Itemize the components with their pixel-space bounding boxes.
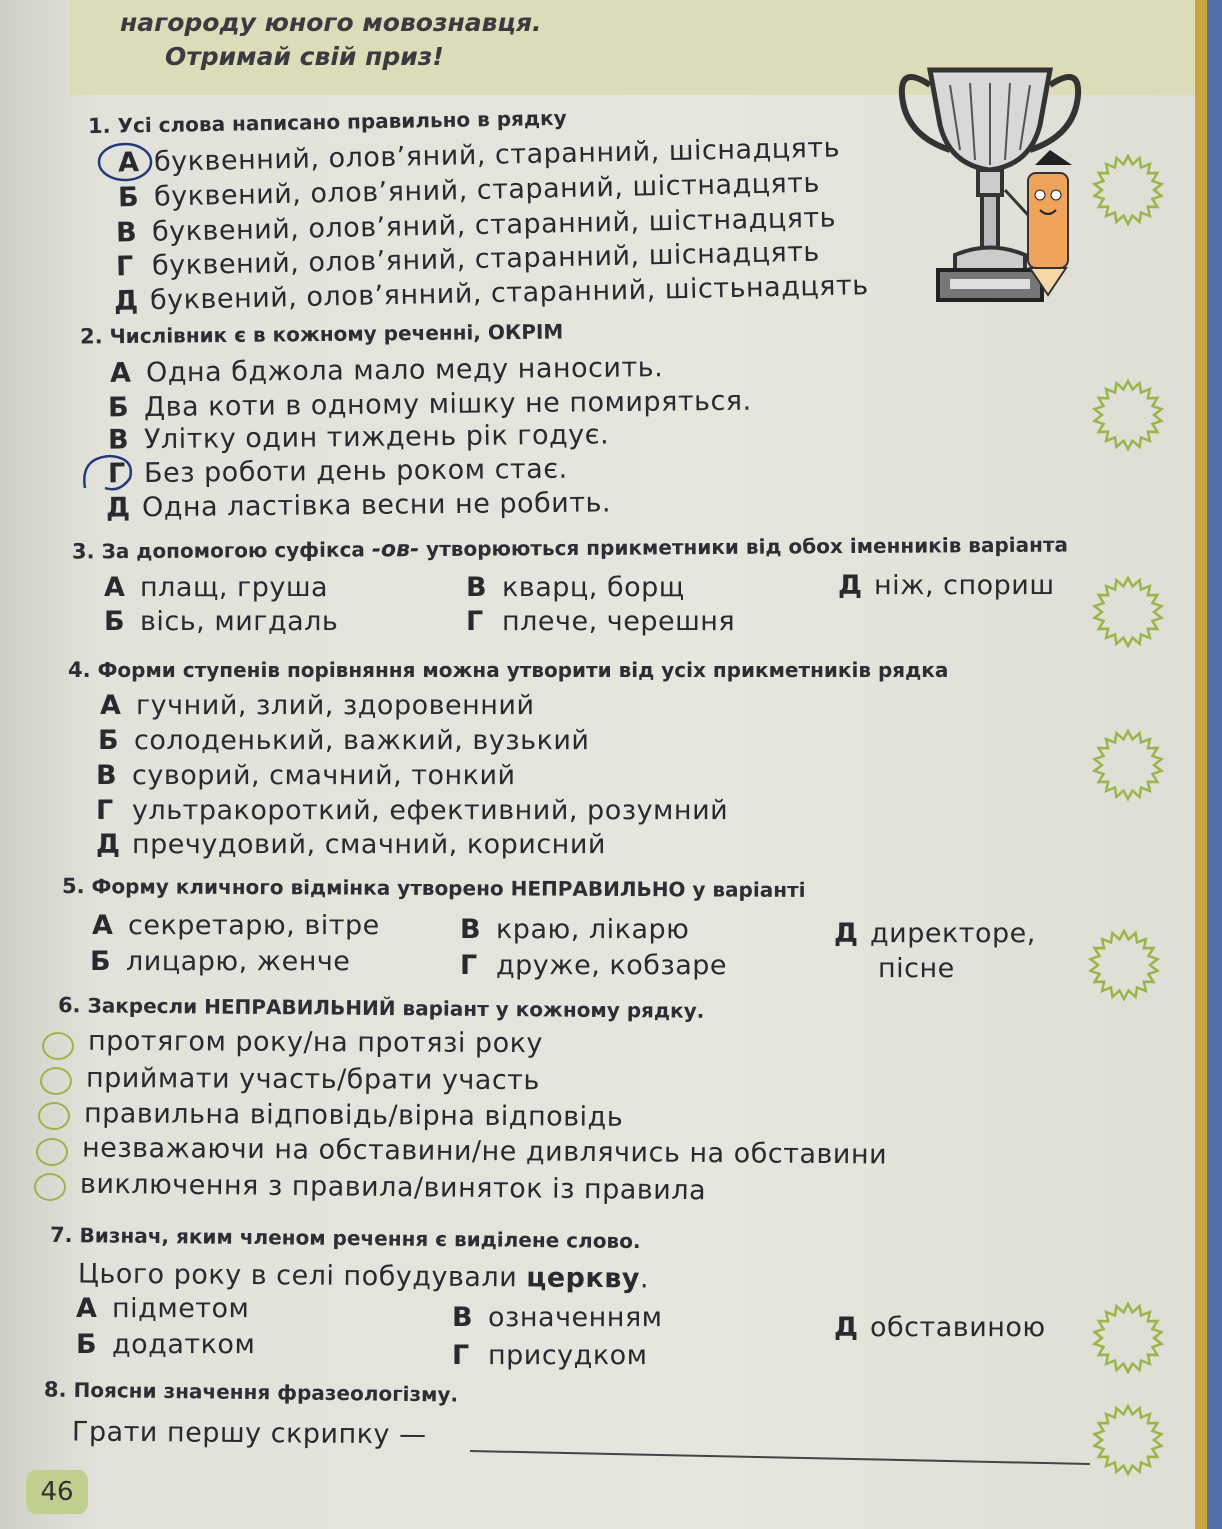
q1-option-a[interactable]: А буквенний, олов’яний, старанний, шіснадцять: [117, 132, 841, 179]
q5-option-c[interactable]: В краю, лікарю: [460, 914, 690, 945]
q7-option-c[interactable]: В означенням: [452, 1302, 663, 1333]
q7-option-d[interactable]: Г присудком: [452, 1340, 648, 1371]
star-badge-icon: [1092, 1400, 1164, 1480]
q5-option-e-continued: пісне: [878, 953, 955, 984]
question-5-prompt: 5. Форму кличного відмінка утворено НЕПРАВИЛЬНО у варіанті: [61, 874, 806, 902]
question-2-prompt: 2. Числівник є в кожному реченні, ОКРІМ: [79, 319, 564, 349]
q2-option-d[interactable]: Г Без роботи день роком стає.: [107, 453, 568, 490]
trophy-icon: [890, 55, 1090, 315]
q7-option-b[interactable]: Б додатком: [76, 1329, 256, 1360]
page-number: 46: [26, 1470, 88, 1514]
checkbox-circle[interactable]: [42, 1032, 74, 1060]
q2-option-e[interactable]: Д Одна ластівка весни не робить.: [105, 487, 612, 524]
adjacent-page-edge: [1195, 0, 1207, 1529]
checkbox-circle[interactable]: [34, 1173, 66, 1201]
highlighted-word: церкву: [526, 1262, 641, 1295]
q4-option-a[interactable]: А гучний, злий, здоровенний: [100, 690, 535, 721]
question-7-prompt: 7. Визнач, яким членом речення є виділене слово.: [49, 1222, 641, 1254]
q5-option-a[interactable]: А секретарю, вітре: [92, 910, 380, 941]
q8-phrase: Грати першу скрипку —: [71, 1416, 427, 1451]
book-cover-edge: [1207, 0, 1222, 1529]
q3-option-e[interactable]: Д ніж, спориш: [838, 570, 1055, 601]
checkbox-circle[interactable]: [40, 1067, 72, 1095]
star-badge-icon: [1092, 150, 1164, 230]
q7-option-a[interactable]: А підметом: [76, 1293, 250, 1324]
header-line-2: Отримай свій приз!: [165, 42, 444, 71]
q2-option-b[interactable]: Б Два коти в одному мішку не помиряться.: [107, 385, 752, 424]
q4-option-d[interactable]: Г ультракороткий, ефективний, розумний: [96, 795, 729, 826]
q3-option-b[interactable]: Б вісь, мигдаль: [104, 606, 339, 637]
q5-option-b[interactable]: Б лицарю, женче: [90, 946, 351, 977]
star-badge-icon: [1092, 572, 1164, 652]
q4-option-c[interactable]: В суворий, смачний, тонкий: [96, 760, 516, 791]
q3-option-c[interactable]: В кварц, борщ: [466, 572, 685, 603]
q5-option-d[interactable]: Г друже, кобзаре: [460, 950, 728, 981]
star-badge-icon: [1092, 375, 1164, 455]
q5-option-e[interactable]: Д директоре,: [834, 918, 1036, 949]
q4-option-e[interactable]: Д пречудовий, смачний, корисний: [96, 829, 606, 860]
question-1-prompt: 1. Усі слова написано правильно в рядку: [87, 105, 567, 139]
question-8-prompt: 8. Поясни значення фразеологізму.: [43, 1377, 459, 1407]
question-3-prompt: 3. За допомогою суфікса -ов- утворюються прикметники від обох іменників варіанта: [71, 532, 1069, 564]
checkbox-circle[interactable]: [36, 1138, 68, 1166]
star-badge-icon: [1092, 725, 1164, 805]
q6-item-3[interactable]: правильна відповідь/вірна відповідь: [83, 1098, 624, 1133]
q6-item-1[interactable]: протягом року/на протязі року: [87, 1025, 544, 1060]
handwritten-circle-mark: [95, 138, 155, 186]
q4-option-b[interactable]: Б солоденький, важкий, вузький: [98, 725, 590, 756]
q2-option-a[interactable]: А Одна бджола мало меду наносить.: [109, 352, 664, 389]
q6-item-2[interactable]: приймати участь/брати участь: [85, 1062, 540, 1097]
q1-option-d[interactable]: Г буквений, олов’яний, старанний, шіснадцять: [115, 236, 821, 283]
star-badge-icon: [1088, 925, 1160, 1005]
header-line-1: нагороду юного мовознавця.: [120, 8, 542, 37]
q6-item-4[interactable]: незважаючи на обставини/не дивлячись на обставини: [81, 1132, 888, 1171]
question-6-prompt: 6. Закресли НЕПРАВИЛЬНИЙ варіант у кожному рядку.: [57, 993, 705, 1023]
star-badge-icon: [1092, 1298, 1164, 1378]
q3-option-a[interactable]: А плащ, груша: [104, 572, 329, 603]
q6-item-5[interactable]: виключення з правила/виняток із правила: [79, 1168, 707, 1207]
checkbox-circle[interactable]: [38, 1102, 70, 1130]
q1-option-c[interactable]: В буквений, олов’яний, старанний, шістнадцять: [115, 202, 837, 249]
question-4-prompt: 4. Форми ступенів порівняння можна утворити від усіх прикметників рядка: [68, 658, 949, 682]
handwritten-circle-mark: [75, 448, 145, 498]
q3-option-d[interactable]: Г плече, черешня: [466, 606, 736, 637]
q1-option-b[interactable]: Б буквений, олов’яний, стараний, шістнадцять: [117, 167, 821, 214]
q1-option-e[interactable]: Д буквений, олов’янний, старанний, шістьнадцять: [113, 270, 869, 317]
q7-option-e[interactable]: Д обставиною: [834, 1312, 1046, 1343]
q7-sentence: Цього року в селі побудували церкву.: [77, 1258, 650, 1295]
q2-option-c[interactable]: В Улітку один тиждень рік годує.: [107, 419, 610, 456]
